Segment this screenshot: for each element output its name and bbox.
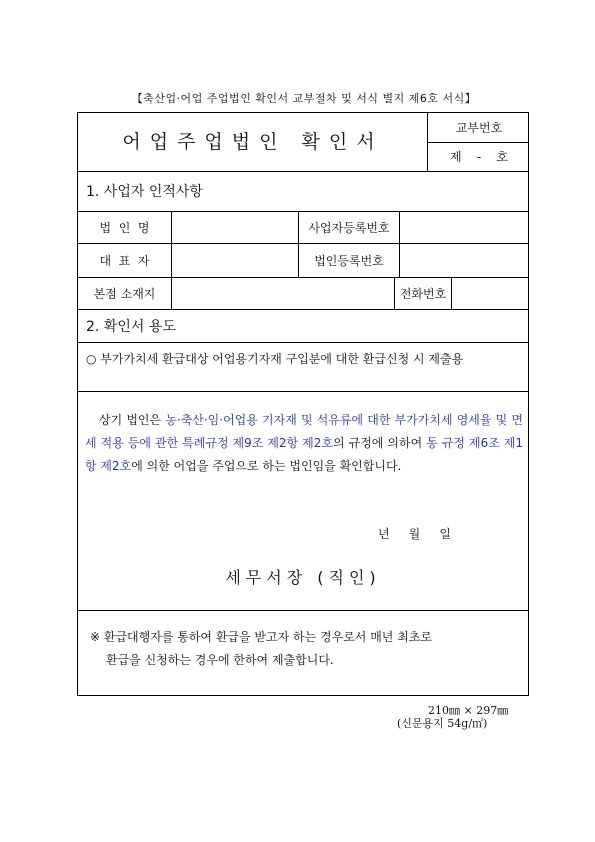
- representative-field[interactable]: [172, 244, 298, 277]
- phone-field[interactable]: [452, 278, 528, 309]
- corp-reg-no-label: 법인등록번호: [314, 254, 384, 268]
- corp-reg-no-field[interactable]: [400, 244, 528, 277]
- issue-number-value: 제 - 호: [449, 150, 509, 164]
- hq-address-label: 본점 소재지: [93, 287, 156, 301]
- statement-part-1: 상기 법인은: [99, 413, 166, 427]
- section-purpose: 2. 확인서 용도: [86, 319, 176, 335]
- form-caption: 【축산업·어업 주업법인 확인서 교부절차 및 서식 별지 제6호 서식】: [131, 92, 477, 105]
- phone-label: 전화번호: [399, 287, 447, 301]
- purpose-text: ○ 부가가치세 환급대상 어업용기자재 구입분에 대한 환급신청 시 제출용: [86, 352, 464, 366]
- statement-regulation-ref: 농·축산·임·어업용 기자재 및 석유류에 대한 부가가치세 영세율 및 면세 적용 등에 관한 특례규정 제9조 제2항 제2호: [85, 413, 523, 450]
- statement-article-ref: 동 규정 제6조 제1항 제2호: [85, 436, 524, 473]
- issue-number-label: 교부번호: [455, 121, 503, 135]
- representative-label: 대 표 자: [99, 254, 150, 268]
- paper-size: 210㎜ × 297㎜: [428, 704, 509, 717]
- note-line-1: ※ 환급대행자를 통하여 환급을 받고자 하는 경우로서 매년 최초로: [90, 630, 432, 644]
- biz-reg-no-field[interactable]: [400, 211, 528, 243]
- tax-office-signature: 세무서장 (직인): [225, 568, 381, 587]
- biz-reg-no-label: 사업자등록번호: [308, 220, 390, 235]
- hq-address-field[interactable]: [172, 278, 394, 309]
- statement-part-3: 의 규정에 의하여: [333, 436, 427, 450]
- corp-name-field[interactable]: [172, 211, 298, 243]
- paper-type: (신문용지 54g/㎡): [397, 717, 488, 730]
- date-line: 년 월 일: [378, 527, 451, 541]
- confirmation-statement: [85, 409, 523, 478]
- section-applicant-info: 1. 사업자 인적사항: [86, 184, 203, 200]
- form-title: 어업주업법인 확인서: [122, 131, 384, 153]
- confirmation-form: [77, 112, 529, 696]
- corp-name-label: 법 인 명: [99, 220, 150, 235]
- note-line-2: 환급을 신청하는 경우에 한하여 제출합니다.: [106, 653, 334, 667]
- statement-part-5: 에 의한 어업을 주업으로 하는 법인임을 확인합니다.: [131, 459, 402, 473]
